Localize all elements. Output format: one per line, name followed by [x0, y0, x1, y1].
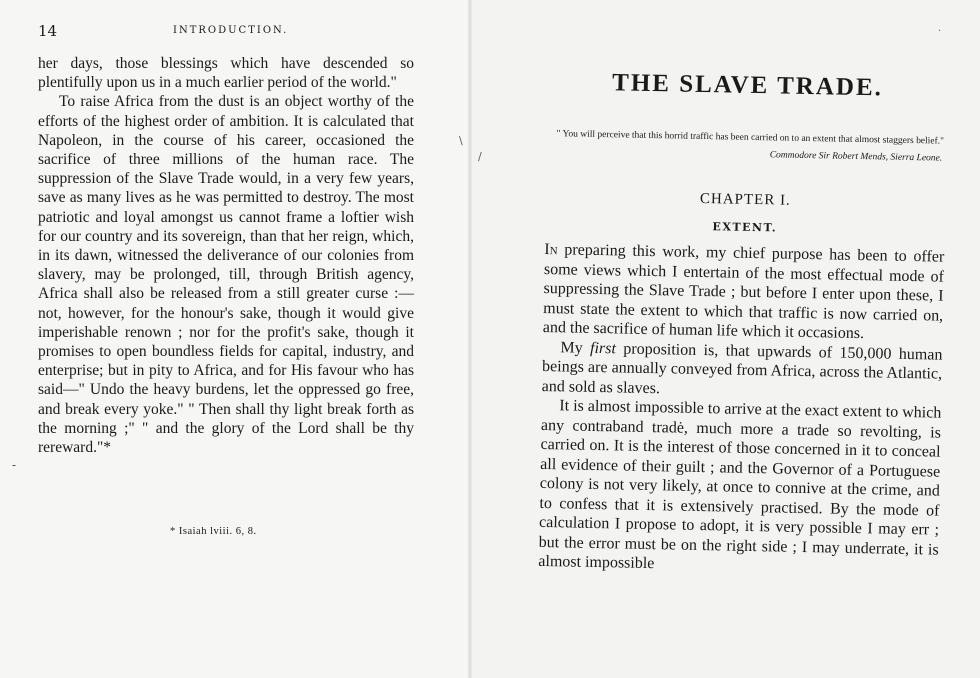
- right-paragraph-1: In preparing this work, my chief purpose has been to offer some views which I entertain of the most effectual mode of suppressing the Slave Trade ; but before I enter upon these, I must state the extent to which that traffic is now carried on, and the sacrifice of human life which it occasions.: [542, 240, 945, 343]
- epigraph-attribution: Commodore Sir Robert Mends, Sierra Leone.: [769, 150, 943, 164]
- right-paragraph-2: My first proposition is, that upwards of 150,000 human beings are annually conveyed from Africa, across the Atlantic, and sold as slaves.: [541, 338, 943, 397]
- epigraph: " You will perceive that this horrid traffic has been carried on to an extent that almost staggers belief.": [556, 129, 945, 147]
- right-page-content: [538, 60, 948, 579]
- footnote: * Isaiah lviii. 6, 8.: [170, 526, 257, 537]
- emphasis-first: first: [589, 339, 617, 357]
- gutter-slash-mark: /: [478, 150, 482, 163]
- right-body-text: [538, 240, 944, 579]
- drop-word: In: [544, 240, 558, 259]
- left-paragraph-1: her days, those blessings which have descended so plentifully upon us in a much earlier period of the world.": [38, 55, 414, 92]
- chapter-heading: CHAPTER I.: [699, 190, 791, 209]
- book-title: THE SLAVE TRADE.: [611, 69, 884, 102]
- chapter-subheading: EXTENT.: [712, 220, 778, 235]
- right-paragraph-3: It is almost impossible to arrive at the exact extent to which any contraband tradė, much more a trade so revolting, is carried on. It is the interest of those concerned in it to conceal all evidence of their guilt ; and the Governor of a Portuguese colony is not very likely, at once to connive at the crime, and to confess that it is extensively practised. By the mode of calculation I propose to adopt, it is very possible I may err ; but the error must be on the right side ; I may underrate, it is almost impossible: [538, 397, 942, 573]
- margin-dash-mark: -: [12, 458, 17, 472]
- page-number: 14: [38, 22, 58, 40]
- book-gutter: [468, 0, 472, 678]
- running-head-title: INTRODUCTION.: [173, 25, 289, 36]
- left-body-text: [38, 54, 414, 457]
- left-paragraph-2: To raise Africa from the dust is an object worthy of the efforts of the highest order of ambition. It is calculated that Napoleon, in the course of his career, occasioned the sacrifice of three millions of the human race. The suppression of the Slave Trade would, in a very few years, save as many lives as he was permitted to destroy. The most patriotic and loyal amongst us cannot frame a loftier wish for our country and its sovereign, than that her reign, which, in its dawn, witnessed the deliverance of our colonies from slavery, may be prolonged, till, through British agency, Africa shall also be released from a still greater curse :—not, however, for the honour's sake, though it would give imperishable renown ; nor for the profit's sake, though it promises to open boundless fields for capital, industry, and enterprise; but in pity to Africa, and for His favour who has said—" Undo the heavy burdens, let the oppressed go free, and break every yoke." " Then shall thy light break forth as the morning ;" " and the glory of the Lord shall be thy rereward."*: [38, 93, 414, 457]
- gutter-tick-mark: \: [459, 134, 463, 147]
- corner-dot-mark: ·: [938, 26, 942, 37]
